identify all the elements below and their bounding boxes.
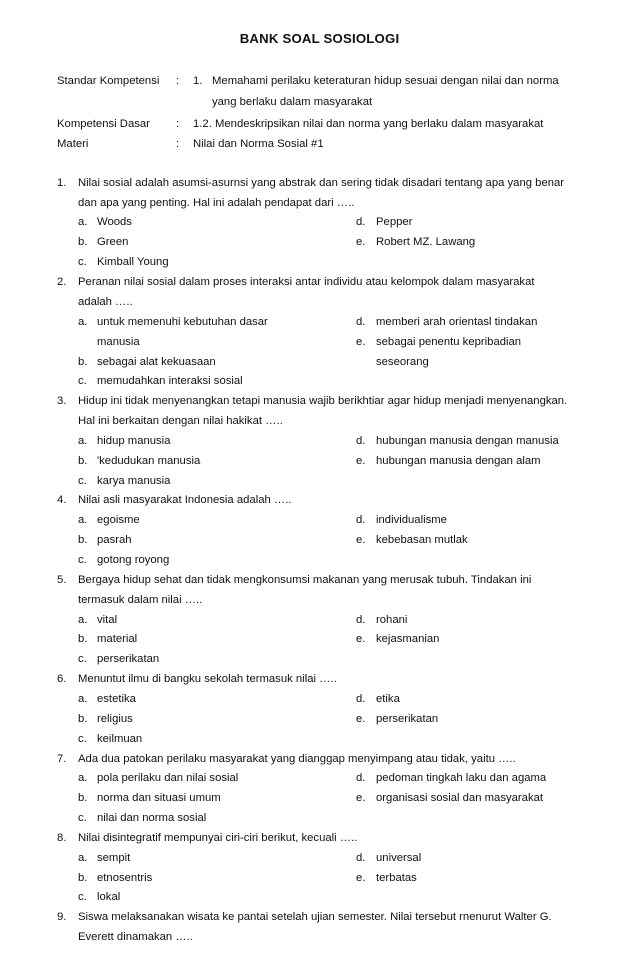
option-c: gotong royong (97, 554, 170, 566)
option-b: etnosentris (97, 872, 153, 884)
option-letter: d. (356, 693, 366, 705)
option-letter: b. (78, 236, 88, 248)
question-text: Everett dinamakan ….. (78, 931, 193, 943)
option-letter: a. (78, 514, 88, 526)
question-number: 1. (57, 177, 67, 189)
question-text: Peranan nilai sosial dalam proses interaksi antar individu atau kelompok dalam masyarakat (78, 276, 535, 288)
page-title: BANK SOAL SOSIOLOGI (239, 31, 400, 46)
question-text: termasuk dalam nilai ….. (78, 594, 203, 606)
option-c: perserikatan (97, 653, 160, 665)
option-d: Pepper (376, 216, 413, 228)
option-c: memudahkan interaksi sosial (97, 375, 243, 387)
materi-label: Materi (57, 138, 89, 150)
option-a: untuk memenuhi kebutuhan dasar (97, 316, 268, 328)
question-text: adalah ….. (78, 296, 133, 308)
option-letter: b. (78, 356, 88, 368)
option-letter: b. (78, 713, 88, 725)
option-letter: a. (78, 772, 88, 784)
kd-label: Kompetensi Dasar (57, 118, 150, 130)
question-number: 5. (57, 574, 67, 586)
option-letter: c. (78, 653, 87, 665)
option-letter: e. (356, 633, 366, 645)
colon: : (176, 75, 180, 87)
standar-line2: yang berlaku dalam masyarakat (212, 96, 373, 108)
option-b: norma dan situasi umum (97, 792, 221, 804)
option-c: nilai dan norma sosial (97, 812, 207, 824)
option-d: etika (376, 693, 400, 705)
option-b: material (97, 633, 138, 645)
option-e: terbatas (376, 872, 417, 884)
question-text: dan apa yang penting. Hal ini adalah pendapat dari ….. (78, 197, 355, 209)
question-text: Bergaya hidup sehat dan tidak mengkonsumsi makanan yang merusak tubuh. Tindakan ini (78, 574, 532, 586)
option-e: hubungan manusia dengan alam (376, 455, 541, 467)
option-e-cont: seseorang (376, 356, 429, 368)
option-c: lokal (97, 891, 121, 903)
option-letter: e. (356, 455, 366, 467)
option-letter: d. (356, 435, 366, 447)
option-letter: c. (78, 256, 87, 268)
option-b: Green (97, 236, 129, 248)
option-letter: d. (356, 614, 366, 626)
option-letter: b. (78, 455, 88, 467)
option-d: hubungan manusia dengan manusia (376, 435, 559, 447)
option-letter: a. (78, 852, 88, 864)
standar-label: Standar Kompetensi (57, 75, 160, 87)
standar-line1: Memahami perilaku keteraturan hidup sesuai dengan nilai dan norma (212, 75, 559, 87)
option-e: Robert MZ. Lawang (376, 236, 476, 248)
question-text: Siswa melaksanakan wisata ke pantai setelah ujian semester. Nilai tersebut rnenurut Walter G. (78, 911, 552, 923)
standar-num: 1. (193, 75, 203, 87)
option-b: 'kedudukan manusia (97, 455, 201, 467)
question-text: Hidup ini tidak menyenangkan tetapi manusia wajib berikhtiar agar hidup menjadi menyenangkan. (78, 395, 568, 407)
question-number: 3. (57, 395, 67, 407)
option-a-cont: manusia (97, 336, 140, 348)
option-d: rohani (376, 614, 408, 626)
option-letter: e. (356, 236, 366, 248)
option-e: organisasi sosial dan masyarakat (376, 792, 544, 804)
option-b: religius (97, 713, 133, 725)
option-a: pola perilaku dan nilai sosial (97, 772, 239, 784)
option-letter: d. (356, 216, 366, 228)
option-a: sempit (97, 852, 131, 864)
option-letter: a. (78, 435, 88, 447)
question-text: Hal ini berkaitan dengan nilai hakikat ….. (78, 415, 283, 427)
option-letter: d. (356, 316, 366, 328)
option-letter: c. (78, 812, 87, 824)
option-a: estetika (97, 693, 136, 705)
option-a: vital (97, 614, 118, 626)
option-letter: d. (356, 514, 366, 526)
option-letter: b. (78, 872, 88, 884)
question-text: Menuntut ilmu di bangku sekolah termasuk nilai ….. (78, 673, 337, 685)
question-number: 9. (57, 911, 67, 923)
option-a: hidup manusia (97, 435, 171, 447)
option-d: pedoman tingkah laku dan agama (376, 772, 547, 784)
option-letter: e. (356, 792, 366, 804)
option-c: karya manusia (97, 475, 171, 487)
option-letter: d. (356, 772, 366, 784)
question-text: Nilai asli masyarakat Indonesia adalah ….. (78, 494, 292, 506)
option-d: universal (376, 852, 422, 864)
option-a: Woods (97, 216, 132, 228)
option-b: pasrah (97, 534, 132, 546)
question-number: 2. (57, 276, 67, 288)
question-text: Nilai sosial adalah asumsi-asurnsi yang abstrak dan sering tidak disadari tentang apa yang benar (78, 177, 565, 189)
option-letter: b. (78, 633, 88, 645)
option-letter: e. (356, 534, 366, 546)
option-letter: a. (78, 693, 88, 705)
option-c: keilmuan (97, 733, 143, 745)
option-letter: c. (78, 475, 87, 487)
question-number: 7. (57, 753, 67, 765)
option-letter: b. (78, 792, 88, 804)
option-a: egoisme (97, 514, 140, 526)
option-letter: b. (78, 534, 88, 546)
option-e: perserikatan (376, 713, 439, 725)
colon: : (176, 138, 180, 150)
option-letter: e. (356, 872, 366, 884)
option-letter: c. (78, 375, 87, 387)
option-letter: a. (78, 316, 88, 328)
question-number: 6. (57, 673, 67, 685)
option-e: kejasmanian (376, 633, 440, 645)
colon: : (176, 118, 180, 130)
option-e: sebagai penentu kepribadian (376, 336, 522, 348)
option-e: kebebasan mutlak (376, 534, 468, 546)
question-number: 4. (57, 494, 67, 506)
option-d: individualisme (376, 514, 447, 526)
option-d: memberi arah orientasl tindakan (376, 316, 538, 328)
option-b: sebagai alat kekuasaan (97, 356, 216, 368)
kd-value: 1.2. Mendeskripsikan nilai dan norma yang berlaku dalam masyarakat (193, 118, 544, 130)
option-letter: d. (356, 852, 366, 864)
option-letter: a. (78, 216, 88, 228)
option-letter: c. (78, 554, 87, 566)
option-letter: a. (78, 614, 88, 626)
option-c: Kimball Young (97, 256, 169, 268)
option-letter: e. (356, 713, 366, 725)
question-text: Nilai disintegratif mempunyai ciri-ciri berikut, kecuali ….. (78, 832, 358, 844)
question-number: 8. (57, 832, 67, 844)
option-letter: c. (78, 733, 87, 745)
materi-value: Nilai dan Norma Sosial #1 (193, 138, 324, 150)
question-text: Ada dua patokan perilaku masyarakat yang dianggap menyimpang atau tidak, yaitu ….. (78, 753, 516, 765)
option-letter: e. (356, 336, 366, 348)
option-letter: c. (78, 891, 87, 903)
